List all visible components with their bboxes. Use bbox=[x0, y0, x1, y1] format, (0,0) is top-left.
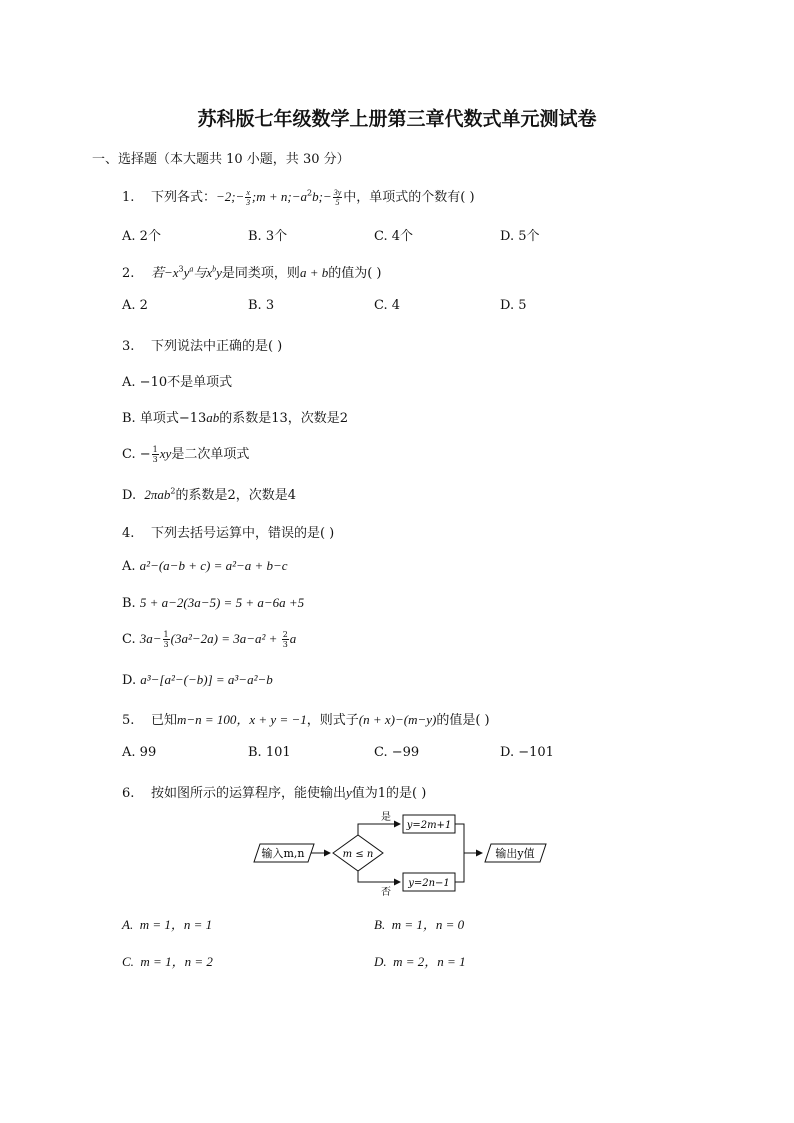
question-stem: 下列说法中正确的是( ) bbox=[150, 339, 283, 354]
yes-label: 是 bbox=[381, 812, 391, 823]
exponent: 2 bbox=[306, 188, 313, 198]
option-b[interactable]: B. 3个 bbox=[248, 229, 288, 244]
option-c[interactable]: C. − $\frac{1}{3}$ xy是二次单项式 bbox=[122, 445, 250, 464]
math-text: ;m + n;−a bbox=[251, 189, 307, 204]
section-heading: 一、选择题（本大题共 10 小题，共 30 分） bbox=[92, 152, 350, 167]
fraction: $\frac{1}{3}$ bbox=[152, 445, 158, 464]
merge-line bbox=[455, 824, 464, 882]
option-d[interactable]: D. a³−[a²−(−b)] = a³−a²−b bbox=[122, 672, 273, 688]
bottom-formula: y=2n−1 bbox=[408, 878, 450, 889]
math-text: 若−x bbox=[150, 265, 179, 280]
math-text: b;− bbox=[312, 189, 332, 204]
option-a[interactable]: A. m = 1，n = 1 bbox=[122, 917, 213, 932]
option-d[interactable]: D. m = 2，n = 1 bbox=[374, 954, 466, 969]
output-label: 输出y值 bbox=[495, 847, 535, 860]
option-d[interactable]: D. −101 bbox=[500, 745, 554, 760]
fraction: $\frac{1}{3}$ bbox=[163, 630, 169, 649]
question-number: 3. bbox=[122, 339, 135, 354]
question-stem: 下列去括号运算中，错误的是( ) bbox=[150, 526, 335, 541]
question-2: 2. 若$-x^3y^a$与$x^by$是同类项，则a + b的值为( ) bbox=[122, 264, 382, 281]
option-a[interactable]: A. 2 bbox=[122, 298, 148, 313]
question-number: 6. bbox=[122, 786, 135, 801]
question-number: 4. bbox=[122, 526, 135, 541]
option-b[interactable]: B. m = 1，n = 0 bbox=[374, 917, 465, 932]
option-a[interactable]: A. 2个 bbox=[122, 229, 161, 244]
fraction: $\frac{2}{3}$ bbox=[282, 630, 288, 649]
option-b[interactable]: B. 101 bbox=[248, 745, 291, 760]
fraction: $\frac{x}{3}$ bbox=[246, 188, 251, 207]
question-number: 2. bbox=[122, 266, 135, 281]
option-b[interactable]: B. 3 bbox=[248, 298, 275, 313]
question-4 bbox=[122, 522, 334, 541]
option-c[interactable]: C. m = 1，n = 2 bbox=[122, 954, 213, 969]
question-3 bbox=[122, 335, 282, 354]
condition-label: m ≤ n bbox=[342, 849, 374, 860]
question-1 bbox=[122, 186, 475, 207]
no-label: 否 bbox=[381, 887, 391, 898]
option-c[interactable]: C. −99 bbox=[374, 745, 420, 760]
question-tail: 中，单项式的个数有( ) bbox=[343, 190, 475, 205]
option-d[interactable]: D. 5 bbox=[500, 298, 527, 313]
question-6: 6. 按如图所示的运算程序，能使输出y值为1的是( ) bbox=[122, 785, 427, 801]
option-a[interactable]: A. 99 bbox=[122, 745, 157, 760]
option-c[interactable]: C. 4个 bbox=[374, 229, 414, 244]
option-b[interactable]: B. 单项式−13ab的系数是13，次数是2 bbox=[122, 410, 349, 426]
option-a[interactable]: A. −10不是单项式 bbox=[122, 375, 233, 390]
option-a[interactable]: A. a²−(a−b + c) = a²−a + b−c bbox=[122, 558, 288, 574]
question-number: 1. bbox=[122, 190, 135, 205]
fraction: $\frac{3y}{5}$ bbox=[333, 188, 342, 207]
math-text: −2;− bbox=[215, 189, 245, 204]
flowchart bbox=[250, 806, 550, 898]
option-d[interactable]: D. 2πab$^2$的系数是2，次数是4 bbox=[122, 486, 297, 503]
option-c[interactable]: C. 4 bbox=[374, 298, 401, 313]
input-label: 输入m,n bbox=[261, 847, 305, 860]
math-text: 与x bbox=[193, 265, 213, 280]
question-lead: 下列各式： bbox=[150, 190, 216, 205]
top-formula: y=2m+1 bbox=[406, 820, 452, 831]
arrow-no bbox=[358, 871, 400, 882]
arrow-yes bbox=[358, 824, 400, 835]
option-b[interactable]: B. 5 + a−2(3a−5) = 5 + a−6a +5 bbox=[122, 595, 305, 611]
option-c[interactable]: C. 3a− $\frac{1}{3}$ (3a²−2a) = 3a−a² + $\frac{2}{3}$ a bbox=[122, 630, 297, 649]
question-5: 5. 已知m−n = 100，x + y = −1，则式子(n + x)−(m−y)的值是( ) bbox=[122, 712, 490, 728]
question-number: 5. bbox=[122, 713, 135, 728]
page-title: 苏科版七年级数学上册第三章代数式单元测试卷 bbox=[197, 108, 597, 130]
option-d[interactable]: D. 5个 bbox=[500, 229, 540, 244]
